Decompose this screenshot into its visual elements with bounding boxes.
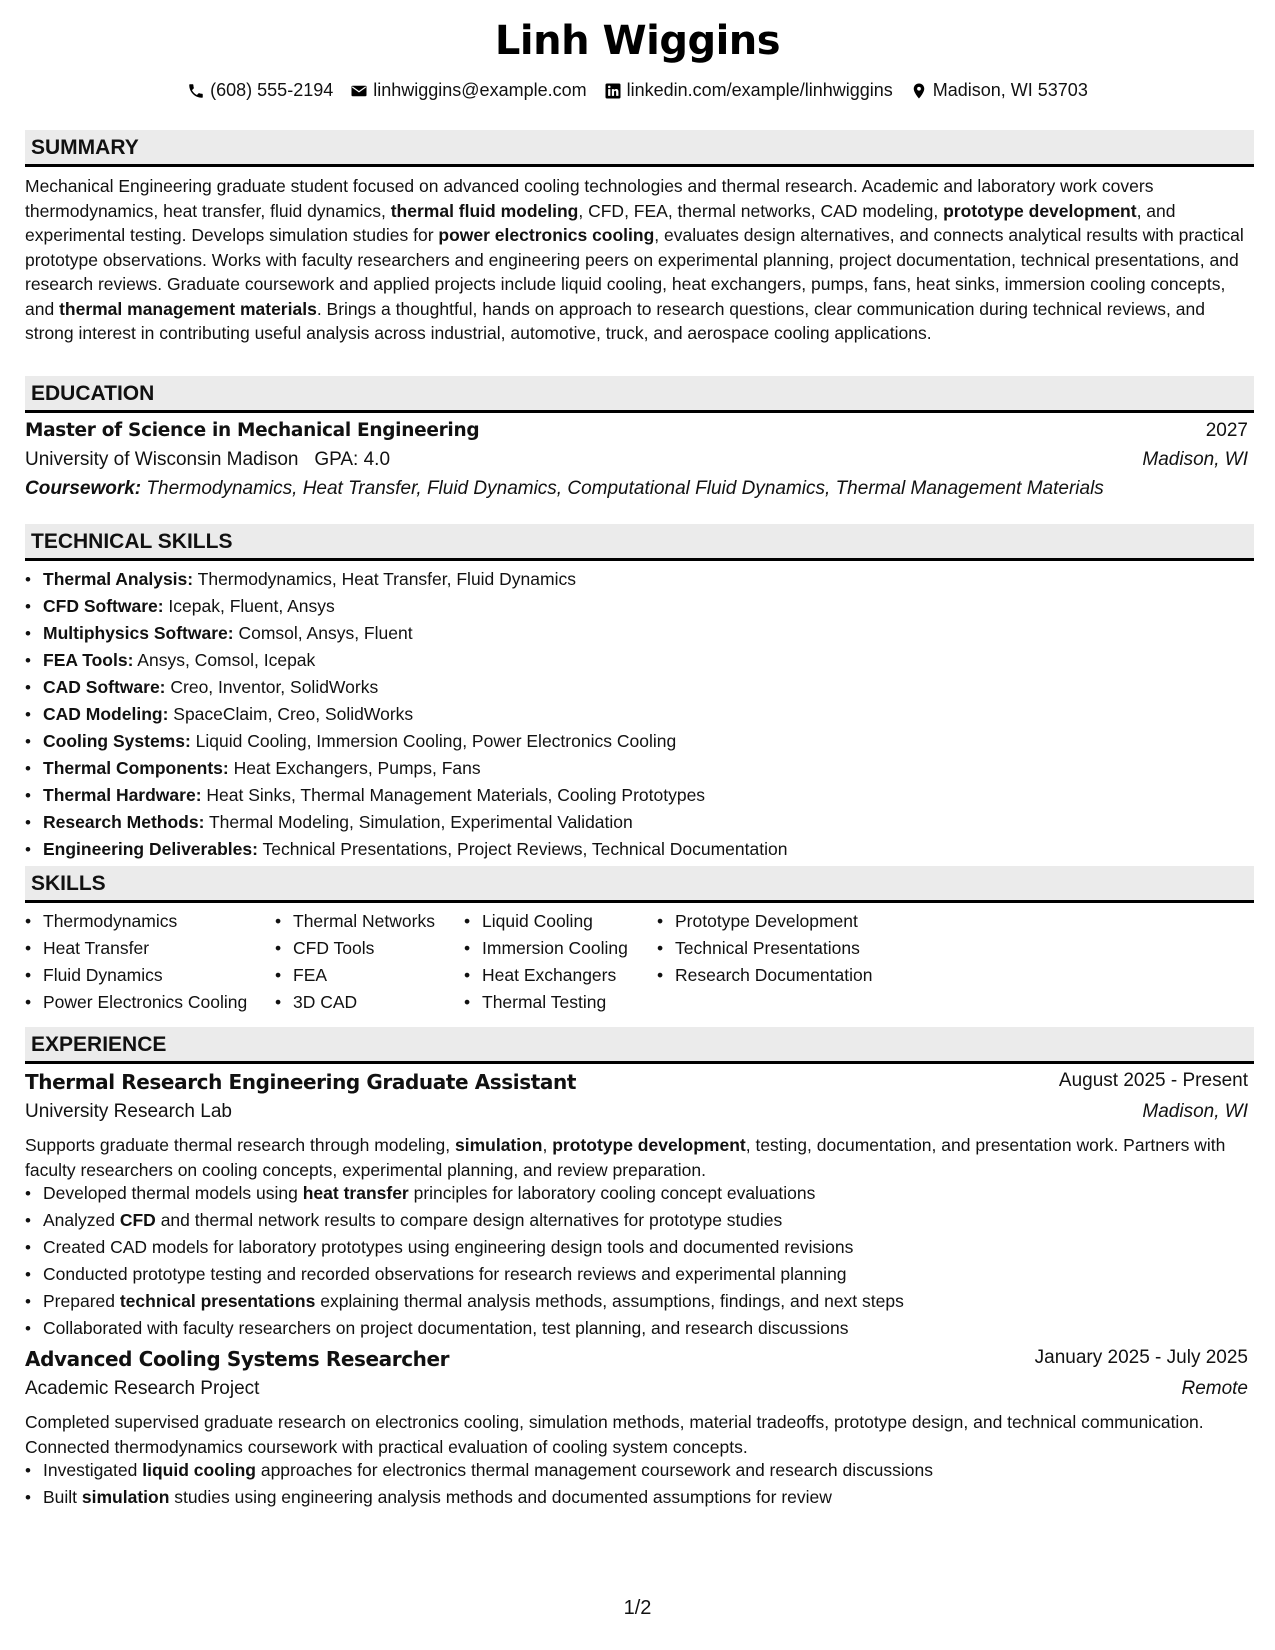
technical-skill-item — [43, 836, 1266, 863]
skill-item: • Heat Exchangers — [482, 962, 628, 989]
job-bullets — [25, 1457, 1266, 1511]
text-segment: studies using engineering analysis methods and documented assumptions for review — [169, 1487, 832, 1507]
degree-year: 2027 — [1205, 420, 1248, 441]
page-number: 1/2 — [623, 1597, 652, 1619]
section-heading-skills — [25, 866, 1254, 903]
skill-item: • Prototype Development — [675, 908, 872, 935]
text-segment: Analyzed — [43, 1210, 120, 1230]
job-bullet — [43, 1234, 1266, 1261]
skill-values: Heat Sinks, Thermal Management Materials, Cooling Prototypes — [201, 785, 706, 805]
skill-category: Thermal Hardware: — [43, 785, 202, 805]
technical-skill-item — [43, 755, 1266, 782]
phone-text: (608) 555-2194 — [210, 80, 334, 100]
section-heading-education — [25, 376, 1254, 413]
text-segment: approaches for electronics thermal management coursework and research discussions — [255, 1460, 933, 1480]
degree-title: Master of Science in Mechanical Engineering — [25, 420, 480, 441]
emphasis-text: simulation — [454, 1135, 543, 1155]
skill-values: Creo, Inventor, SolidWorks — [165, 677, 379, 697]
section-heading-technical-skills — [25, 524, 1254, 561]
text-segment: , evaluates design alternatives, and connects analytical results with practical prototype observations. Works with faculty researchers and engineering peers on experimental planning, project documentation, technical presentations, and research reviews. Graduate coursework and applied projects include liquid cooling, heat exchangers, pumps, fans, heat sinks, immersion cooling concepts, and — [25, 225, 1244, 319]
email-text[interactable]: linhwiggins@example.com — [373, 80, 587, 100]
linkedin-icon — [604, 82, 622, 100]
emphasis-text: power electronics cooling — [438, 225, 655, 245]
technical-skill-item — [43, 566, 1266, 593]
job-bullets — [25, 1180, 1266, 1342]
job-organization: University Research Lab — [25, 1101, 232, 1122]
contact-linkedin[interactable] — [604, 80, 893, 101]
technical-skills-list — [25, 566, 1266, 863]
text-segment: Investigated — [43, 1460, 143, 1480]
skill-item: • Thermodynamics — [43, 908, 247, 935]
emphasis-text: heat transfer — [302, 1183, 409, 1203]
skill-item: • Liquid Cooling — [482, 908, 628, 935]
job-title: Thermal Research Engineering Graduate Assistant — [25, 1070, 577, 1094]
technical-skills-heading-text: TECHNICAL SKILLS — [31, 530, 233, 553]
map-pin-icon — [910, 82, 928, 100]
contact-location — [910, 80, 1088, 101]
text-segment: , — [542, 1135, 553, 1155]
skills-column — [657, 908, 872, 989]
experience-heading-text: EXPERIENCE — [31, 1033, 167, 1056]
summary-heading-text: SUMMARY — [31, 136, 139, 159]
skill-item: • Immersion Cooling — [482, 935, 628, 962]
contact-phone — [187, 80, 333, 101]
job-org-row — [25, 1101, 1248, 1123]
emphasis-text: prototype development — [552, 1135, 746, 1155]
skill-category: Thermal Components: — [43, 758, 229, 778]
job-bullet — [43, 1484, 1266, 1511]
skill-values: Icepak, Fluent, Ansys — [163, 596, 335, 616]
skill-values: Ansys, Comsol, Icepak — [133, 650, 316, 670]
candidate-name: Linh Wiggins — [494, 18, 781, 64]
skill-values: Technical Presentations, Project Reviews, Technical Documentation — [257, 839, 788, 859]
phone-icon — [187, 82, 205, 100]
text-segment: Supports graduate thermal research through modeling, — [25, 1135, 455, 1155]
job-summary — [25, 1410, 1248, 1459]
text-segment: Developed thermal models using — [43, 1183, 303, 1203]
skill-values: SpaceClaim, Creo, SolidWorks — [168, 704, 414, 724]
text-segment: principles for laboratory cooling concept evaluations — [408, 1183, 816, 1203]
contact-email[interactable] — [350, 80, 586, 101]
job-title-row — [25, 1347, 1248, 1371]
text-segment: Conducted prototype testing and recorded observations for research reviews and experimental planning — [43, 1264, 847, 1284]
skill-item: • Technical Presentations — [675, 935, 872, 962]
technical-skill-item — [43, 782, 1266, 809]
job-bullet — [43, 1261, 1266, 1288]
skill-category: Thermal Analysis: — [43, 569, 194, 589]
section-heading-summary — [25, 130, 1254, 167]
job-organization: Academic Research Project — [25, 1378, 260, 1399]
skill-item: • Thermal Networks — [293, 908, 435, 935]
skill-item: • Research Documentation — [675, 962, 872, 989]
emphasis-text: liquid cooling — [142, 1460, 256, 1480]
skill-values: Thermodynamics, Heat Transfer, Fluid Dynamics — [193, 569, 576, 589]
skill-item: • Fluid Dynamics — [43, 962, 247, 989]
job-summary — [25, 1133, 1248, 1182]
coursework-list: Thermodynamics, Heat Transfer, Fluid Dynamics, Computational Fluid Dynamics, Thermal Management Materials — [146, 478, 1104, 499]
location-text: Madison, WI 53703 — [932, 80, 1088, 100]
summary-paragraph — [25, 174, 1248, 346]
school-name: University of Wisconsin Madison — [25, 449, 299, 470]
emphasis-text: thermal fluid modeling — [390, 200, 579, 221]
skill-values: Comsol, Ansys, Fluent — [233, 623, 413, 643]
coursework-row — [25, 478, 1248, 500]
skill-values: Heat Exchangers, Pumps, Fans — [228, 758, 481, 778]
skill-values: Thermal Modeling, Simulation, Experimental Validation — [204, 812, 633, 832]
skill-item: • Thermal Testing — [482, 989, 628, 1016]
skill-item: • 3D CAD — [293, 989, 435, 1016]
job-bullet — [43, 1315, 1266, 1342]
school-location: Madison, WI — [1142, 449, 1248, 470]
text-segment: , CFD, FEA, thermal networks, CAD modeling, — [578, 200, 944, 221]
text-segment: , and experimental testing. Develops simulation studies for — [25, 200, 1176, 245]
skill-item: • CFD Tools — [293, 935, 435, 962]
text-segment: Prepared — [43, 1291, 120, 1311]
text-segment: . Brings a thoughtful, hands on approach to research questions, clear communication during technical reviews, and strong interest in contributing useful analysis across industrial, automotive, truck, and aerospace cooling applications. — [25, 298, 1205, 343]
envelope-icon — [350, 82, 368, 100]
education-school-row — [25, 449, 1248, 471]
school-line — [25, 449, 390, 471]
emphasis-text: simulation — [81, 1487, 170, 1507]
skills-column — [25, 908, 247, 1016]
skill-item: • Heat Transfer — [43, 935, 247, 962]
job-title: Advanced Cooling Systems Researcher — [25, 1347, 450, 1371]
skill-category: CAD Software: — [43, 677, 166, 697]
skill-category: Research Methods: — [43, 812, 205, 832]
job-org-row — [25, 1378, 1248, 1400]
skill-category: CFD Software: — [43, 596, 164, 616]
technical-skill-item — [43, 809, 1266, 836]
skill-values: Liquid Cooling, Immersion Cooling, Power Electronics Cooling — [190, 731, 677, 751]
text-segment: explaining thermal analysis methods, assumptions, findings, and next steps — [315, 1291, 904, 1311]
text-segment: Mechanical Engineering graduate student focused on advanced cooling technologies and thermal research. Academic and laboratory work covers thermodynamics, heat transfer, fluid dynamics, — [25, 176, 1154, 221]
skill-category: FEA Tools: — [43, 650, 134, 670]
job-dates: January 2025 - July 2025 — [1034, 1347, 1248, 1368]
emphasis-text: prototype development — [943, 200, 1137, 221]
skills-heading-text: SKILLS — [31, 872, 106, 895]
section-heading-experience — [25, 1027, 1254, 1064]
skill-category: Cooling Systems: — [43, 731, 191, 751]
coursework-label: Coursework: — [25, 478, 142, 499]
skill-item: • FEA — [293, 962, 435, 989]
emphasis-text: technical presentations — [119, 1291, 316, 1311]
skill-category: Multiphysics Software: — [43, 623, 234, 643]
skill-category: Engineering Deliverables: — [43, 839, 258, 859]
contact-bar — [0, 80, 1275, 101]
skills-column — [275, 908, 435, 1016]
technical-skill-item — [43, 728, 1266, 755]
job-bullet — [43, 1457, 1266, 1484]
technical-skill-item — [43, 674, 1266, 701]
text-segment: , testing, documentation, and presentation work. Partners with faculty researchers on cooling concepts, experimental planning, and review preparation. — [25, 1135, 1226, 1180]
job-title-row — [25, 1070, 1248, 1094]
job-bullet — [43, 1207, 1266, 1234]
education-degree-row — [25, 420, 1248, 442]
job-location: Madison, WI — [1142, 1101, 1248, 1122]
text-segment: Collaborated with faculty researchers on project documentation, test planning, and research discussions — [43, 1318, 849, 1338]
emphasis-text: thermal management materials — [59, 298, 317, 319]
technical-skill-item — [43, 620, 1266, 647]
job-bullet — [43, 1180, 1266, 1207]
linkedin-text[interactable]: linkedin.com/example/linhwiggins — [626, 80, 893, 100]
gpa: GPA: 4.0 — [314, 449, 391, 470]
text-segment: and thermal network results to compare design alternatives for prototype studies — [155, 1210, 783, 1230]
skills-column — [464, 908, 628, 1016]
technical-skill-item — [43, 647, 1266, 674]
education-heading-text: EDUCATION — [31, 382, 155, 405]
job-location: Remote — [1181, 1378, 1248, 1399]
technical-skill-item — [43, 593, 1266, 620]
coursework-line — [25, 478, 1104, 500]
job-bullet — [43, 1288, 1266, 1315]
technical-skill-item — [43, 701, 1266, 728]
skill-item: • Power Electronics Cooling — [43, 989, 247, 1016]
text-segment: Created CAD models for laboratory prototypes using engineering design tools and documented revisions — [43, 1237, 854, 1257]
job-dates: August 2025 - Present — [1058, 1070, 1248, 1091]
emphasis-text: CFD — [119, 1210, 156, 1230]
text-segment: Completed supervised graduate research on electronics cooling, simulation methods, material tradeoffs, prototype design, and technical communication. Connected thermodynamics coursework with practical evaluation of cooling system concepts. — [25, 1412, 1204, 1457]
text-segment: Built — [43, 1487, 82, 1507]
skill-category: CAD Modeling: — [43, 704, 169, 724]
